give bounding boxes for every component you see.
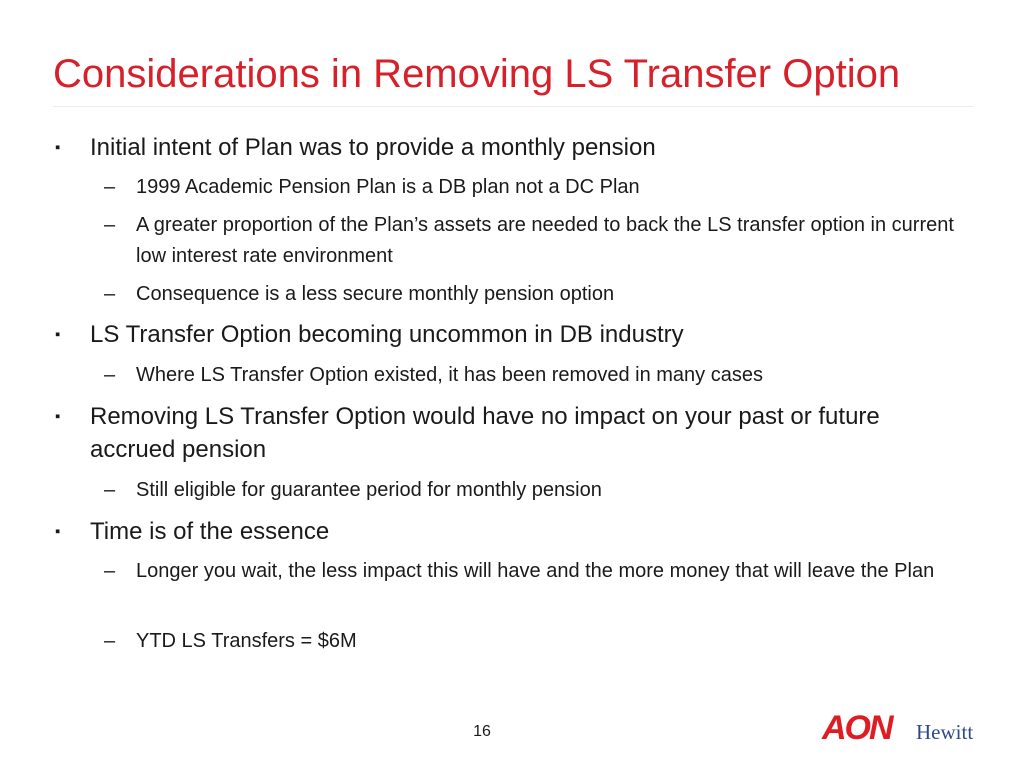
square-bullet-icon: ▪ xyxy=(55,139,61,156)
dash-bullet-icon: – xyxy=(104,176,116,198)
square-bullet-icon: ▪ xyxy=(55,523,61,540)
sub-bullet-text: Where LS Transfer Option existed, it has been removed in many cases xyxy=(136,364,763,386)
bullet-text: Time is of the essence xyxy=(90,518,330,545)
square-bullet-icon: ▪ xyxy=(55,408,61,425)
dash-bullet-icon: – xyxy=(104,630,116,652)
dash-bullet-icon: – xyxy=(104,364,116,386)
logo-subtext: Hewitt xyxy=(916,720,974,744)
dash-bullet-icon: – xyxy=(104,283,116,305)
square-bullet-icon: ▪ xyxy=(55,326,61,343)
sub-bullet-text: Longer you wait, the less impact this will have and the more money that will leave the Plan xyxy=(136,560,935,582)
bullet-text: LS Transfer Option becoming uncommon in DB industry xyxy=(90,321,684,348)
sub-bullet-text: A greater proportion of the Plan’s assets are needed to back the LS transfer option in current low interest rate environment xyxy=(136,214,954,267)
dash-bullet-icon: – xyxy=(104,479,116,501)
dash-bullet-icon: – xyxy=(104,560,116,582)
aon-hewitt-logo xyxy=(822,708,982,748)
sub-bullet-text: Still eligible for guarantee period for monthly pension xyxy=(136,479,602,501)
sub-bullet-text: Consequence is a less secure monthly pension option xyxy=(136,283,615,305)
bullet-text: Initial intent of Plan was to provide a monthly pension xyxy=(90,134,656,161)
logo-wordmark: AON xyxy=(822,709,892,747)
dash-bullet-icon: – xyxy=(104,214,116,236)
sub-bullet-text: YTD LS Transfers = $6M xyxy=(136,630,357,652)
page-number: 16 xyxy=(473,723,491,740)
sub-bullet-text: 1999 Academic Pension Plan is a DB plan not a DC Plan xyxy=(136,176,640,198)
slide-title: Considerations in Removing LS Transfer Option xyxy=(53,52,901,96)
bullet-text: Removing LS Transfer Option would have no impact on your past or future accrued pension xyxy=(90,403,880,463)
